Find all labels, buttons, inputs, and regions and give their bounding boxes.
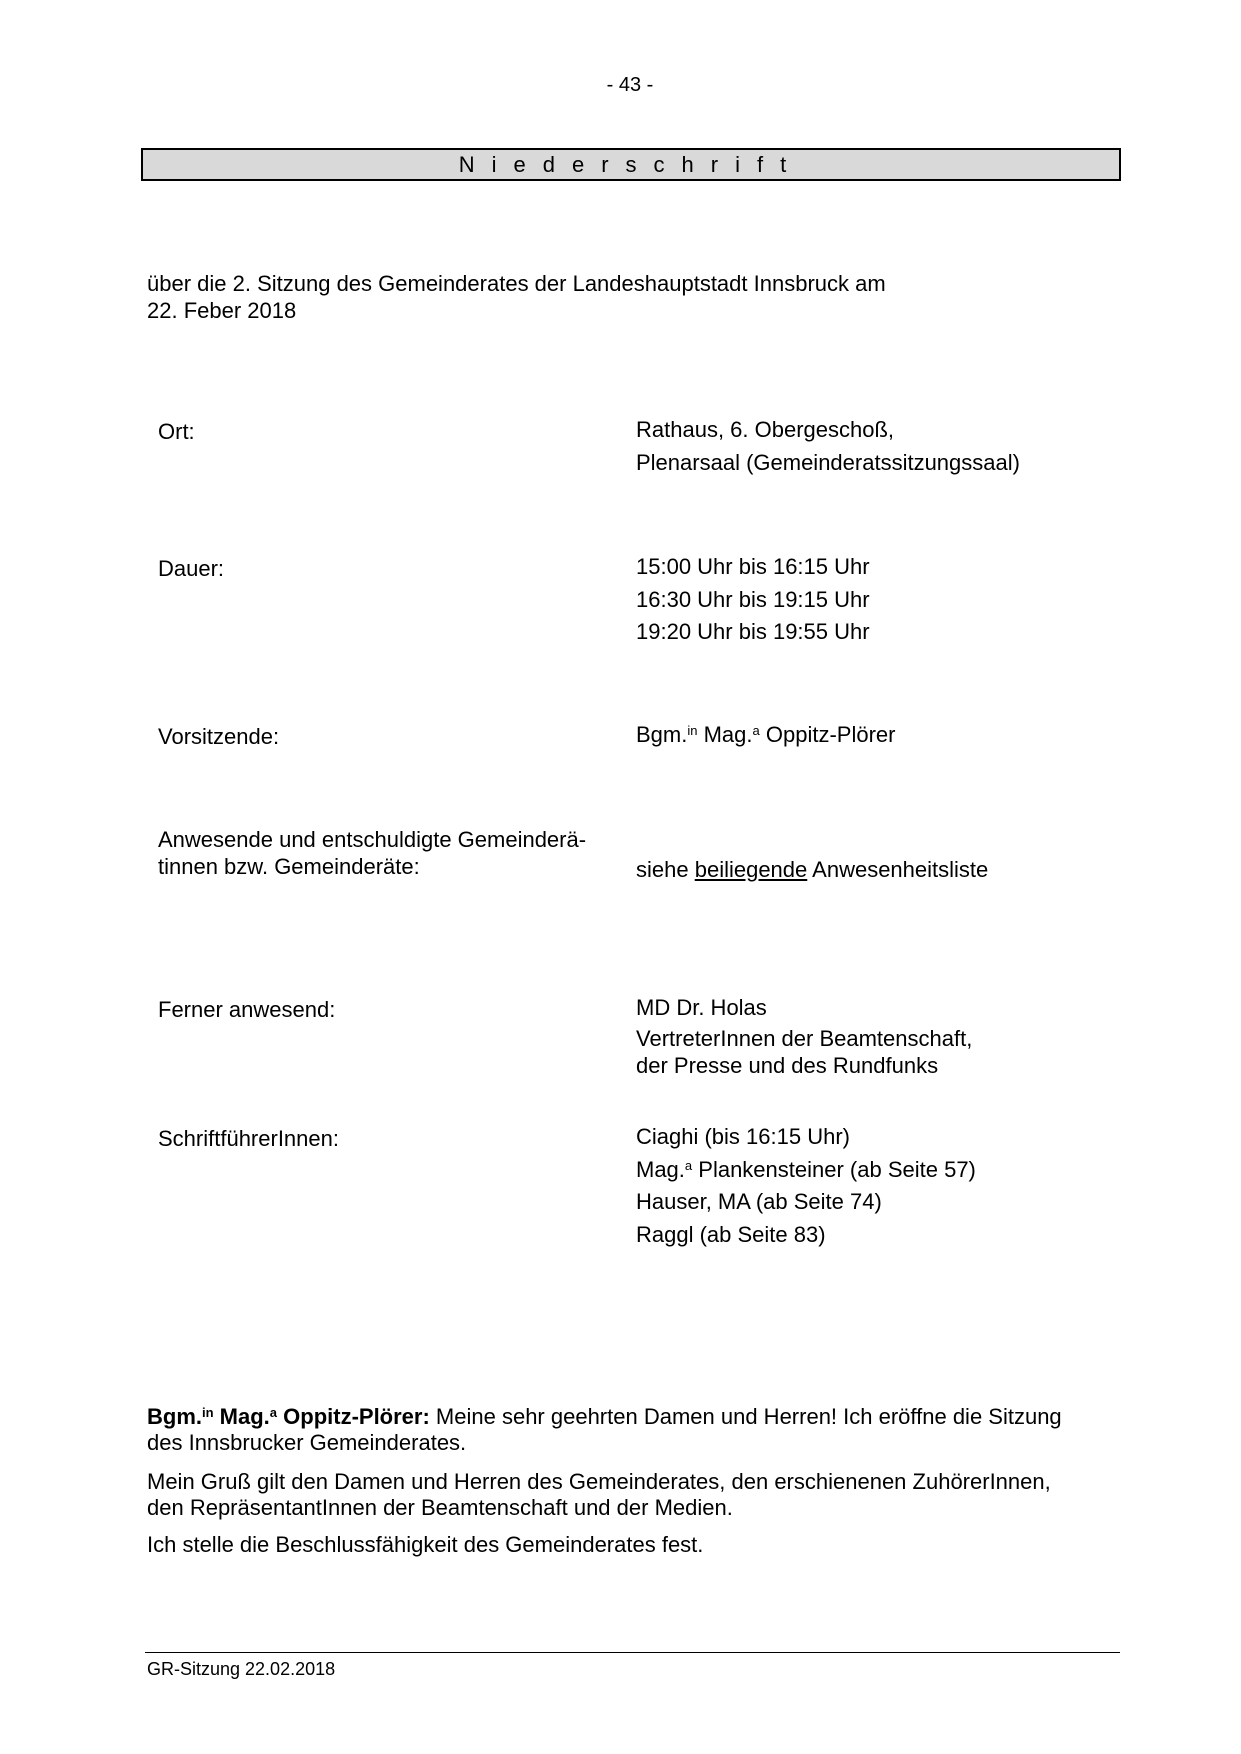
speech-paragraph-3: Ich stelle die Beschlussfähigkeit des Gemeinderates fest.	[147, 1532, 704, 1557]
dauer-line-3: 19:20 Uhr bis 19:55 Uhr	[636, 619, 870, 644]
dauer-label: Dauer:	[158, 556, 225, 581]
vorsitzende-title: Bgm.	[636, 722, 688, 747]
anwesende-label	[158, 826, 586, 880]
schriftfuehrer-line-1: Ciaghi (bis 16:15 Uhr)	[636, 1124, 850, 1149]
footer-divider	[145, 1652, 1120, 1653]
vorsitzende-sup-a: a	[752, 723, 760, 738]
schriftfuehrer-value	[636, 1121, 976, 1251]
speaker-name: Bgm.$^{in}$ Mag.$^a$ Oppitz-Plörer:	[147, 1404, 430, 1429]
dauer-line-2: 16:30 Uhr bis 19:15 Uhr	[636, 586, 870, 612]
vorsitzende-value	[636, 719, 895, 752]
ferner-line-1: MD Dr. Holas	[636, 995, 767, 1020]
ferner-line-3: der Presse und des Rundfunks	[636, 1052, 939, 1078]
speech-p1-line-1: Meine sehr geehrten Damen und Herren! Ich eröffne die Sitzung	[429, 1404, 1062, 1429]
ferner-label: Ferner anwesend:	[158, 997, 336, 1022]
anwesende-value	[636, 854, 988, 887]
anwesende-pre: siehe	[636, 857, 695, 882]
speech-p2-line-1: Mein Gruß gilt den Damen und Herren des Gemeinderates, den erschienenen ZuhörerInnen,	[147, 1469, 1051, 1494]
intro-line-1: über die 2. Sitzung des Gemeinderates der Landeshauptstadt Innsbruck am	[147, 271, 886, 296]
footer-text: GR-Sitzung 22.02.2018	[147, 1659, 336, 1679]
speech-paragraph-2	[147, 1469, 1132, 1521]
schriftfuehrer-line-2-sup: a	[684, 1157, 693, 1173]
schriftfuehrer-line-2-name: Plankensteiner (ab Seite 57)	[692, 1156, 976, 1182]
vorsitzende-name: Oppitz-Plörer	[759, 722, 896, 747]
page-number: - 43 -	[606, 74, 654, 96]
schriftfuehrer-label: SchriftführerInnen:	[158, 1126, 339, 1151]
anwesende-post: Anwesenheitsliste	[807, 857, 989, 882]
ferner-line-2: VertreterInnen der Beamtenschaft,	[636, 1025, 973, 1051]
anwesende-underlined: beiliegende	[694, 857, 808, 882]
speech-p1-line-2: des Innsbrucker Gemeinderates.	[147, 1430, 467, 1455]
dauer-line-1: 15:00 Uhr bis 16:15 Uhr	[636, 554, 870, 579]
ferner-value	[636, 992, 972, 1079]
anwesende-label-line-2: tinnen bzw. Gemeinderäte:	[158, 854, 420, 879]
dauer-value	[636, 551, 870, 649]
speech-paragraph-1	[147, 1404, 1132, 1456]
schriftfuehrer-line-2-title: Mag.	[636, 1156, 685, 1182]
document-title: Niederschrift	[141, 148, 1121, 181]
speech-p2-line-2: den RepräsentantInnen der Beamtenschaft und der Medien.	[147, 1495, 733, 1520]
vorsitzende-mag: Mag.	[697, 722, 753, 747]
schriftfuehrer-line-3: Hauser, MA (ab Seite 74)	[636, 1189, 882, 1214]
ort-line-2: Plenarsaal (Gemeinderatssitzungssaal)	[636, 449, 1020, 475]
ort-value	[636, 414, 1020, 479]
ort-line-1: Rathaus, 6. Obergeschoß,	[636, 417, 895, 442]
anwesende-label-line-1: Anwesende und entschuldigte Gemeinderä-	[158, 827, 587, 852]
vorsitzende-sup-in: in	[687, 723, 698, 738]
intro-line-2: 22. Feber 2018	[147, 298, 297, 323]
schriftfuehrer-line-4: Raggl (ab Seite 83)	[636, 1221, 826, 1247]
intro-text	[147, 270, 886, 324]
vorsitzende-label: Vorsitzende:	[158, 724, 280, 749]
ort-label: Ort:	[158, 419, 195, 444]
